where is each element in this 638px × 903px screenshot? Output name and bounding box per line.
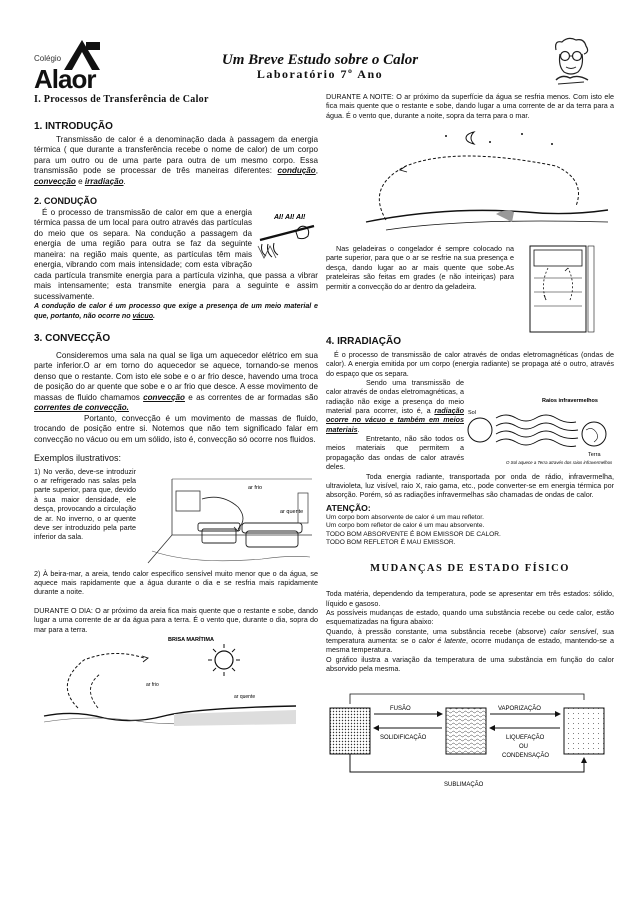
mudancas-title: MUDANÇAS DE ESTADO FÍSICO (370, 562, 570, 574)
exemplo2-text: 2) À beira-mar, a areia, tendo calor específico sensível muito menor que o da água, se aquece mais rapidamente que a água durante o dia e se resfria mais rapidamente durante a noite. (34, 568, 318, 597)
exemplo1-text: 1) No verão, deve-se introduzir o ar refrigerado nas salas pela parte superior, para que, devido à sua maior densidade, ele desça, provocando a circulação de ar. No inverno, o ar quente deve ser introduzido pela parte inferior da sala. (34, 466, 136, 542)
irradiacao-paragraph-4: Toda energia radiante, transportada por onda de rádio, infravermelha, ultravioleta, luz visível, raio X, raio gama, etc., pode converter-se em energia térmica por absorção. Porém, só as radiações infravermelhas são chamadas de ondas de calor. (326, 471, 614, 500)
term-irradiacao: irradiação (84, 176, 124, 186)
land-breeze-figure (326, 126, 614, 236)
exemplos-heading: Exemplos ilustrativos: (34, 453, 122, 464)
hot-rod-hand-figure (256, 210, 318, 260)
fig2-title: BRISA MARÍTIMA (168, 636, 214, 643)
mudancas-paragraph-2: As possíveis mudanças de estado, quando uma substância recebe ou cede calor, estão esquematizadas na figura abaixo: (326, 608, 614, 627)
label-liquefacao: LIQUEFAÇÃO (506, 734, 545, 741)
atencao-line-3: TODO BOM ABSORVENTE É BOM EMISSOR DE CALOR. (326, 530, 501, 538)
school-logo (34, 40, 104, 94)
moon-icon (466, 132, 474, 144)
state-change-diagram (326, 686, 614, 790)
label-fusao: FUSÃO (390, 705, 411, 712)
sun-icon (208, 644, 240, 676)
sea-breeze-figure (34, 634, 304, 728)
conveccao-paragraph: Consideremos uma sala na qual se liga um aquecedor elétrico em sua parte inferior.O ar em torno do aquecedor se aquece, tornando-se menos denso que o restante. Com isto ele sobe e o ar frio desce, havendo uma troca de posição do ar quente que sobe e o ar frio que desce. A esse movimento de massas de fluido chamamos convecção e as correntes de ar formadas são correntes de convecção. (34, 350, 318, 413)
mudancas-paragraph-3: Quando, à pressão constante, uma substância recebe (absorve) calor sensível, sua temperatura aumenta: se o calor é latente, ocorre mudança de estado, mantendo-se a mesma temperatura. (326, 626, 615, 655)
irradiacao-paragraph-2: Sendo uma transmissão de calor através de ondas eletromagnéticas, a radiação não exige a presença do meio material para ocorrer, isto é, a radiação ocorre no vácuo e também em meios materiais. (326, 377, 464, 434)
irradiacao-paragraph-3: Entretanto, não são todos os meios materiais que permitem a propagação das ondas de calor através deles. (326, 434, 464, 472)
room-air-conditioning-figure (142, 473, 318, 569)
mudancas-paragraph-4: O gráfico ilustra a variação da temperatura de uma substância em função do calor absorvido pela mesma. (326, 654, 614, 674)
label-condensacao: CONDENSAÇÃO (502, 752, 550, 759)
scientist-caricature-icon (548, 36, 594, 86)
fig1-label-ar-frio: ar frio (248, 484, 263, 491)
gas-state-box (564, 708, 604, 754)
page-title: Um Breve Estudo sobre o Calor (221, 52, 419, 68)
conveccao-paragraph-2: Portanto, convecção é um movimento de massas de fluido, trocando de posição entre si. Notemos que não tem significado falar em convecção no vácuo ou em um sólido, isto é, convecção só ocorre nos fluidos. (34, 413, 318, 444)
irradiacao-paragraph-1: É o processo de transmissão de calor através de ondas eletromagnéticas (ondas de calor). A energia emitida por um corpo (energia radiante) se propaga até o outro, através do espaço que os separa. (326, 349, 614, 378)
refrigerator-figure (518, 244, 614, 336)
conducao-paragraph: É o processo de transmissão de calor em que a energia térmica passa de um local para outro através das partículas do meio que os separa. Na condução a passagem da energia de uma região para outra se faz da seguinte maneira: na região mais quente, as partículas têm mais energia, vibrando com mais intensidade; com esta vibração cada partícula transmite energia para a partícula vizinha, que passa a vibrar mais intensamente; esta transmite energia para a seguinte e assim sucessivamente. (34, 207, 318, 301)
logo-small-text: Colégio (34, 54, 62, 63)
conducao-fig-label: AI! AI! AI! (274, 213, 306, 221)
atencao-line-2: Um corpo bom refletor de calor é um mau absorvente. (326, 522, 485, 530)
intro-paragraph: Transmissão de calor é a denominação dada à passagem da energia térmica ( que durante a transferência recebe o nome de calor) de um corpo para um outro ou de uma parte para outra de um mesmo corpo. Essa transmissão pode se processar de três maneiras diferentes: condução, convecção e irradiação. (34, 134, 318, 186)
fig2-label-ar-frio: ar frio (146, 681, 159, 688)
conducao-block (34, 208, 318, 303)
section-title: I. Processos de Transferência de Calor (34, 94, 209, 105)
label-vaporizacao: VAPORIZAÇÃO (498, 705, 541, 712)
sun-icon (468, 418, 492, 442)
left-column (34, 92, 318, 728)
noite-text: DURANTE A NOITE: O ar próximo da superfície da água se resfria menos. Com isto ele fica mais quente que o restante e sobe, dando lugar a uma corrente de ar da terra para a água. É o vento que, durante a noite, sopra da terra para o mar. (326, 92, 614, 120)
label-solidificacao: SOLIDIFICAÇÃO (380, 734, 427, 741)
conducao-note: A condução de calor é um processo que exige a presença de um meio material e que, portanto, não ocorre no vácuo. (34, 302, 318, 320)
solid-state-box (330, 708, 370, 754)
mudancas-paragraph-1: Toda matéria, dependendo da temperatura, pode se apresentar em três estados: sólido, líquido e gasoso. (326, 589, 614, 608)
liquid-state-box (446, 708, 486, 754)
page-subtitle: Laboratório 7º Ano (256, 67, 384, 81)
sun-earth-radiation-figure (466, 390, 614, 470)
irradiacao-fig-sol: Sol (468, 409, 476, 416)
earth-icon (582, 422, 606, 446)
irradiacao-fig-terra: Terra (588, 451, 601, 458)
conveccao-heading: 3. CONVECÇÃO (34, 332, 111, 344)
dia-text: DURANTE O DIA: O ar próximo da areia fica mais quente que o restante e sobe, dando lugar a uma corrente de ar da água para a terra. É o vento que, durante o dia, sopra do mar para a terra. (34, 605, 318, 634)
fig1-label-ar-quente: ar quente (280, 508, 304, 515)
atencao-line-1: Um corpo bom absorvente de calor é um mau refletor. (326, 513, 484, 521)
term-conducao: condução (277, 166, 316, 176)
exemplo1-block (34, 467, 318, 542)
term-conveccao: convecção (34, 176, 76, 186)
geladeira-block (326, 244, 614, 291)
logo-text: Alaor (34, 64, 96, 94)
label-ou: OU (519, 743, 528, 750)
intro-heading: 1. INTRODUÇÃO (34, 120, 113, 132)
irradiacao-block (326, 378, 614, 472)
conducao-heading: 2. CONDUÇÃO (34, 196, 98, 207)
fig2-label-ar-quente: ar quente (234, 693, 256, 700)
irradiacao-fig-raios: Raios infravermelhos (542, 397, 598, 404)
atencao-heading: ATENÇÃO: (326, 502, 371, 513)
label-sublimacao: SUBLIMAÇÃO (444, 781, 484, 788)
right-column (326, 92, 614, 790)
irradiacao-heading: 4. IRRADIAÇÃO (326, 336, 402, 348)
atencao-line-4: TODO BOM REFLETOR É MAU EMISSOR. (326, 539, 456, 547)
irradiacao-fig-caption: O Sol aquece a Terra através dos raios infravermelhos (506, 459, 613, 465)
geladeira-text: Nas geladeiras o congelador é sempre colocado na parte superior, para que o ar se resfrie na sua presença e desça, dando lugar ao ar mais quente que sobe.As prateleiras são feitas em grades (e não inteiriças) para permitir a convecção do ar dentro da geladeira. (326, 244, 514, 291)
